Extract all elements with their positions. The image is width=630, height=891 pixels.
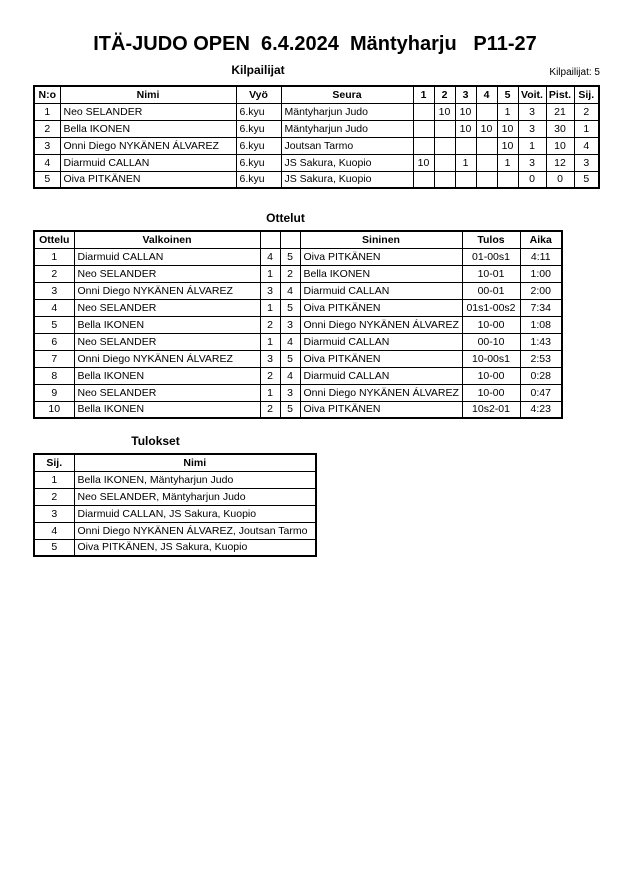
match-result: 10-01 — [462, 265, 520, 282]
section-heading-ottelut: Ottelut — [266, 211, 305, 225]
competitor-name: Diarmuid CALLAN — [60, 154, 236, 171]
match-white-name: Neo SELANDER — [74, 384, 260, 401]
results-header-row — [34, 454, 316, 471]
competitor-points: 12 — [546, 154, 574, 171]
match-white-name: Onni Diego NYKÄNEN ÁLVAREZ — [74, 350, 260, 367]
competitor-score-3: 1 — [455, 154, 476, 171]
competitor-row — [34, 137, 599, 154]
competitor-club: Mäntyharjun Judo — [281, 120, 413, 137]
col-header-club: Seura — [281, 86, 413, 103]
result-rank: 4 — [34, 522, 74, 539]
result-row — [34, 488, 316, 505]
match-row — [34, 282, 562, 299]
match-result: 10s2-01 — [462, 401, 520, 418]
match-time: 0:47 — [520, 384, 562, 401]
matches-header-row — [34, 231, 562, 248]
match-white-competitor-no: 2 — [260, 316, 280, 333]
match-no: 7 — [34, 350, 74, 367]
col-header-m4: 4 — [476, 86, 497, 103]
match-blue-competitor-no: 3 — [280, 316, 300, 333]
competitor-no: 5 — [34, 171, 60, 188]
competitor-name: Onni Diego NYKÄNEN ÁLVAREZ — [60, 137, 236, 154]
competitor-score-2 — [434, 120, 455, 137]
match-row — [34, 350, 562, 367]
competitor-score-3 — [455, 137, 476, 154]
match-row — [34, 401, 562, 418]
result-name: Oiva PITKÄNEN, JS Sakura, Kuopio — [74, 539, 316, 556]
col-header-blue: Sininen — [300, 231, 462, 248]
match-blue-competitor-no: 5 — [280, 299, 300, 316]
competitor-score-4 — [476, 137, 497, 154]
result-row — [34, 539, 316, 556]
match-result: 01s1-00s2 — [462, 299, 520, 316]
competitors-header-row — [34, 86, 599, 103]
match-result: 10-00 — [462, 316, 520, 333]
section-heading-kilpailijat: Kilpailijat — [231, 63, 285, 77]
match-blue-competitor-no: 5 — [280, 350, 300, 367]
result-row — [34, 471, 316, 488]
result-name: Neo SELANDER, Mäntyharjun Judo — [74, 488, 316, 505]
competitor-rank: 2 — [574, 103, 599, 120]
match-result: 00-10 — [462, 333, 520, 350]
competitor-score-2 — [434, 171, 455, 188]
match-blue-name: Oiva PITKÄNEN — [300, 248, 462, 265]
competitor-score-1 — [413, 171, 434, 188]
competitor-score-4 — [476, 171, 497, 188]
match-time: 2:53 — [520, 350, 562, 367]
match-row — [34, 248, 562, 265]
subheader — [0, 63, 630, 81]
match-blue-competitor-no: 4 — [280, 367, 300, 384]
competitor-wins: 1 — [518, 137, 546, 154]
match-blue-competitor-no: 5 — [280, 401, 300, 418]
match-blue-name: Onni Diego NYKÄNEN ÁLVAREZ — [300, 384, 462, 401]
match-row — [34, 333, 562, 350]
match-white-competitor-no: 4 — [260, 248, 280, 265]
col-header-blue-no — [280, 231, 300, 248]
match-time: 4:11 — [520, 248, 562, 265]
competitor-score-1 — [413, 120, 434, 137]
competitor-points: 10 — [546, 137, 574, 154]
competitors-table — [33, 85, 600, 189]
competitor-rank: 5 — [574, 171, 599, 188]
match-white-name: Neo SELANDER — [74, 333, 260, 350]
competitor-score-4 — [476, 103, 497, 120]
match-result: 10-00 — [462, 384, 520, 401]
col-header-belt: Vyö — [236, 86, 281, 103]
match-time: 7:34 — [520, 299, 562, 316]
match-white-competitor-no: 1 — [260, 384, 280, 401]
match-result: 00-01 — [462, 282, 520, 299]
competitor-score-3: 10 — [455, 103, 476, 120]
match-blue-name: Diarmuid CALLAN — [300, 367, 462, 384]
result-rank: 1 — [34, 471, 74, 488]
results-table — [33, 453, 317, 557]
competitor-row — [34, 154, 599, 171]
match-row — [34, 316, 562, 333]
competitor-row — [34, 103, 599, 120]
match-white-competitor-no: 1 — [260, 265, 280, 282]
competitor-points: 21 — [546, 103, 574, 120]
col-header-no: N:o — [34, 86, 60, 103]
col-header-white: Valkoinen — [74, 231, 260, 248]
match-no: 6 — [34, 333, 74, 350]
match-no: 2 — [34, 265, 74, 282]
competitor-club: Mäntyharjun Judo — [281, 103, 413, 120]
result-rank: 3 — [34, 505, 74, 522]
match-white-competitor-no: 2 — [260, 401, 280, 418]
match-white-name: Bella IKONEN — [74, 367, 260, 384]
competitor-count-label: Kilpailijat: 5 — [549, 67, 600, 78]
col-header-result-name: Nimi — [74, 454, 316, 471]
match-result: 10-00 — [462, 367, 520, 384]
col-header-white-no — [260, 231, 280, 248]
match-time: 1:00 — [520, 265, 562, 282]
competitor-rank: 1 — [574, 120, 599, 137]
match-white-name: Neo SELANDER — [74, 299, 260, 316]
matches-table — [33, 230, 563, 419]
match-row — [34, 384, 562, 401]
col-header-m5: 5 — [497, 86, 518, 103]
competitor-club: Joutsan Tarmo — [281, 137, 413, 154]
match-white-competitor-no: 1 — [260, 299, 280, 316]
competitor-row — [34, 120, 599, 137]
match-white-competitor-no: 1 — [260, 333, 280, 350]
result-name: Onni Diego NYKÄNEN ÁLVAREZ, Joutsan Tarmo — [74, 522, 316, 539]
match-no: 9 — [34, 384, 74, 401]
competitor-name: Oiva PITKÄNEN — [60, 171, 236, 188]
competitor-no: 1 — [34, 103, 60, 120]
competitor-name: Bella IKONEN — [60, 120, 236, 137]
competitor-points: 0 — [546, 171, 574, 188]
match-white-competitor-no: 2 — [260, 367, 280, 384]
competitor-no: 4 — [34, 154, 60, 171]
competitor-club: JS Sakura, Kuopio — [281, 154, 413, 171]
competitor-rank: 3 — [574, 154, 599, 171]
competitor-score-3: 10 — [455, 120, 476, 137]
competitor-belt: 6.kyu — [236, 171, 281, 188]
competitor-name: Neo SELANDER — [60, 103, 236, 120]
section-heading-tulokset: Tulokset — [131, 434, 180, 448]
col-header-rank: Sij. — [574, 86, 599, 103]
page-title: ITÄ-JUDO OPEN 6.4.2024 Mäntyharju P11-27 — [93, 33, 537, 55]
competitor-score-2 — [434, 137, 455, 154]
competitor-score-5: 1 — [497, 154, 518, 171]
competitor-belt: 6.kyu — [236, 120, 281, 137]
col-header-name: Nimi — [60, 86, 236, 103]
competitor-score-5 — [497, 171, 518, 188]
match-time: 1:08 — [520, 316, 562, 333]
match-white-competitor-no: 3 — [260, 282, 280, 299]
competitor-score-5: 10 — [497, 137, 518, 154]
competitor-row — [34, 171, 599, 188]
match-time: 0:28 — [520, 367, 562, 384]
competitor-points: 30 — [546, 120, 574, 137]
match-blue-name: Onni Diego NYKÄNEN ÁLVAREZ — [300, 316, 462, 333]
competitor-belt: 6.kyu — [236, 137, 281, 154]
competitor-belt: 6.kyu — [236, 154, 281, 171]
result-name: Bella IKONEN, Mäntyharjun Judo — [74, 471, 316, 488]
match-no: 1 — [34, 248, 74, 265]
competitor-belt: 6.kyu — [236, 103, 281, 120]
col-header-m3: 3 — [455, 86, 476, 103]
match-time: 2:00 — [520, 282, 562, 299]
col-header-m2: 2 — [434, 86, 455, 103]
match-row — [34, 299, 562, 316]
match-no: 4 — [34, 299, 74, 316]
col-header-time: Aika — [520, 231, 562, 248]
col-header-points: Pist. — [546, 86, 574, 103]
match-blue-competitor-no: 3 — [280, 384, 300, 401]
match-row — [34, 367, 562, 384]
match-result: 01-00s1 — [462, 248, 520, 265]
match-white-name: Bella IKONEN — [74, 316, 260, 333]
col-header-result: Tulos — [462, 231, 520, 248]
match-no: 5 — [34, 316, 74, 333]
match-white-name: Bella IKONEN — [74, 401, 260, 418]
match-row — [34, 265, 562, 282]
col-header-wins: Voit. — [518, 86, 546, 103]
competitor-score-2 — [434, 154, 455, 171]
match-no: 8 — [34, 367, 74, 384]
competitor-wins: 3 — [518, 154, 546, 171]
competitor-score-1: 10 — [413, 154, 434, 171]
competitor-no: 2 — [34, 120, 60, 137]
competitor-score-5: 1 — [497, 103, 518, 120]
match-no: 10 — [34, 401, 74, 418]
col-header-m1: 1 — [413, 86, 434, 103]
match-white-competitor-no: 3 — [260, 350, 280, 367]
competitor-score-1 — [413, 103, 434, 120]
result-rank: 5 — [34, 539, 74, 556]
result-row — [34, 505, 316, 522]
competitor-wins: 3 — [518, 120, 546, 137]
match-white-name: Neo SELANDER — [74, 265, 260, 282]
col-header-match: Ottelu — [34, 231, 74, 248]
competitor-score-3 — [455, 171, 476, 188]
match-time: 1:43 — [520, 333, 562, 350]
competitor-score-4 — [476, 154, 497, 171]
match-blue-name: Oiva PITKÄNEN — [300, 350, 462, 367]
competitor-score-5: 10 — [497, 120, 518, 137]
match-blue-competitor-no: 2 — [280, 265, 300, 282]
match-white-name: Onni Diego NYKÄNEN ÁLVAREZ — [74, 282, 260, 299]
competitor-club: JS Sakura, Kuopio — [281, 171, 413, 188]
competitor-no: 3 — [34, 137, 60, 154]
match-blue-name: Oiva PITKÄNEN — [300, 299, 462, 316]
match-time: 4:23 — [520, 401, 562, 418]
match-blue-name: Diarmuid CALLAN — [300, 282, 462, 299]
result-row — [34, 522, 316, 539]
competitor-score-4: 10 — [476, 120, 497, 137]
competitor-rank: 4 — [574, 137, 599, 154]
match-result: 10-00s1 — [462, 350, 520, 367]
match-blue-name: Oiva PITKÄNEN — [300, 401, 462, 418]
competitor-score-1 — [413, 137, 434, 154]
competitor-wins: 3 — [518, 103, 546, 120]
match-blue-competitor-no: 4 — [280, 282, 300, 299]
match-blue-competitor-no: 4 — [280, 333, 300, 350]
match-no: 3 — [34, 282, 74, 299]
result-name: Diarmuid CALLAN, JS Sakura, Kuopio — [74, 505, 316, 522]
competitor-score-2: 10 — [434, 103, 455, 120]
match-blue-name: Bella IKONEN — [300, 265, 462, 282]
match-white-name: Diarmuid CALLAN — [74, 248, 260, 265]
competitor-wins: 0 — [518, 171, 546, 188]
match-blue-competitor-no: 5 — [280, 248, 300, 265]
col-header-result-rank: Sij. — [34, 454, 74, 471]
match-blue-name: Diarmuid CALLAN — [300, 333, 462, 350]
result-rank: 2 — [34, 488, 74, 505]
